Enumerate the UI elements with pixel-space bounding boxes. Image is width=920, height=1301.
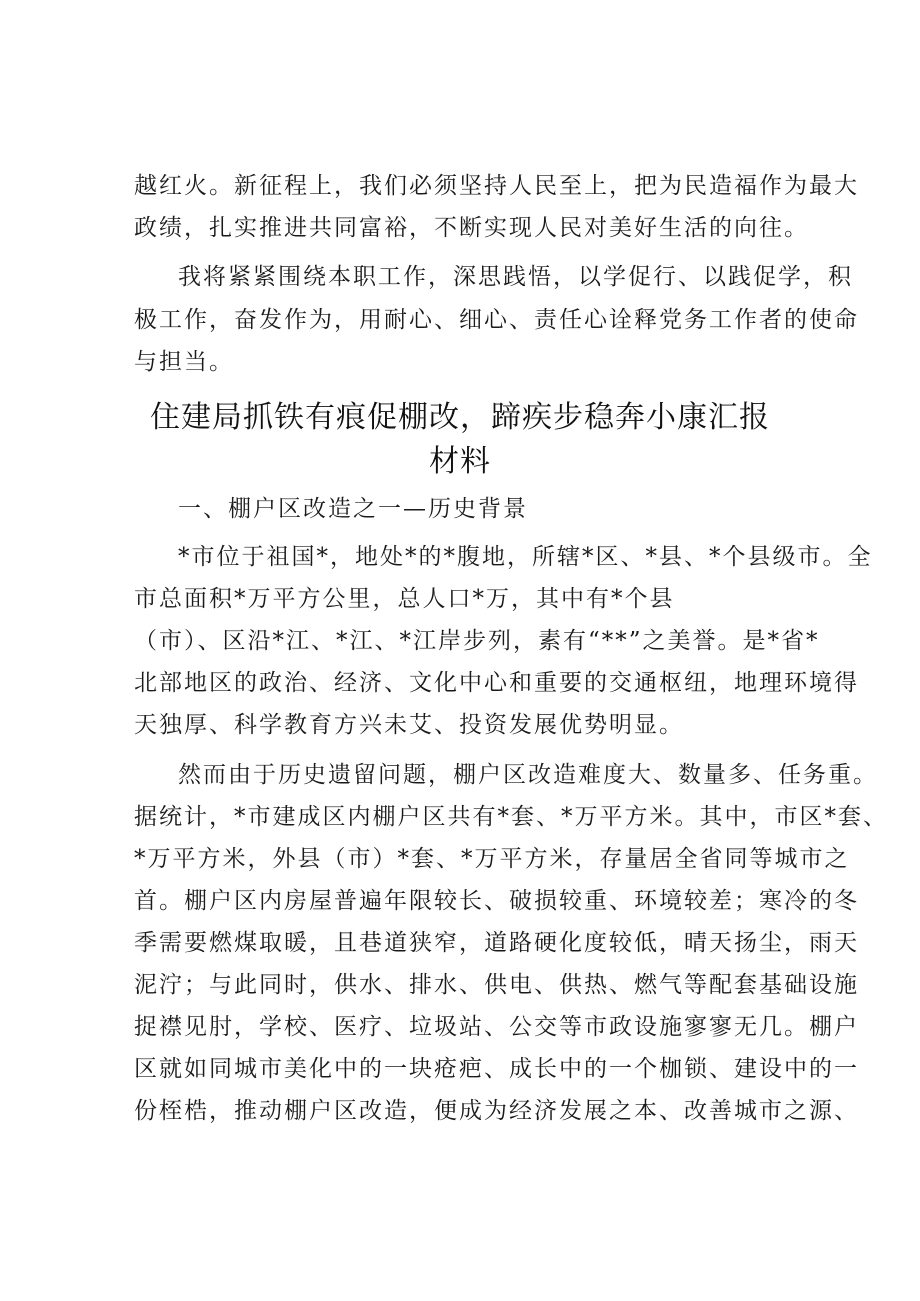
paragraph-line: 区就如同城市美化中的一块疮疤、成长中的一个枷锁、建设中的一: [134, 1056, 859, 1082]
paragraph-line: 天独厚、科学教育方兴未艾、投资发展优势明显。: [134, 712, 684, 738]
paragraph-line: 泥泞；与此同时，供水、排水、供电、供热、燃气等配套基础设施: [134, 972, 859, 998]
paragraph-line: 季需要燃煤取暖，且巷道狭窄，道路硬化度较低，晴天扬尘，雨天: [134, 930, 859, 956]
paragraph-line: 我将紧紧围绕本职工作，深思践悟，以学促行、以践促学，积: [178, 264, 853, 290]
paragraph-line: *万平方米，外县（市）*套、*万平方米，存量居全省同等城市之: [134, 846, 850, 872]
paragraph-line: 北部地区的政治、经济、文化中心和重要的交通枢纽，地理环境得: [134, 670, 859, 696]
paragraph-line: 份桎梏，推动棚户区改造，便成为经济发展之本、改善城市之源、: [134, 1098, 859, 1124]
paragraph-line: 极工作，奋发作为，用耐心、细心、责任心诠释党务工作者的使命: [134, 307, 859, 333]
document-title: 材料: [429, 444, 491, 479]
paragraph-line: 市总面积*万平方公里，总人口*万，其中有*个县: [134, 586, 675, 612]
paragraph-line: （市）、区沿*江、*江、*江岸步列，素有“**”之美誉。是*省*: [134, 628, 820, 654]
paragraph-line: *市位于祖国*，地处*的*腹地，所辖*区、*县、*个县级市。全: [178, 544, 873, 570]
paragraph-line: 据统计，*市建成区内棚户区共有*套、*万平方米。其中，市区*套、: [134, 804, 888, 830]
paragraph-line: 越红火。新征程上，我们必须坚持人民至上，把为民造福作为最大: [134, 173, 859, 199]
document-title: 住建局抓铁有痕促棚改，蹄疾步稳奔小康汇报: [150, 400, 770, 435]
paragraph-line: 然而由于历史遗留问题，棚户区改造难度大、数量多、任务重。: [178, 762, 878, 788]
section-heading: 一、棚户区改造之一—历史背景: [178, 496, 528, 522]
paragraph-line: 与担当。: [134, 349, 234, 375]
paragraph-line: 捉襟见肘，学校、医疗、垃圾站、公交等市政设施寥寥无几。棚户: [134, 1014, 859, 1040]
paragraph-line: 首。棚户区内房屋普遍年限较长、破损较重、环境较差；寒冷的冬: [134, 888, 859, 914]
paragraph-line: 政绩，扎实推进共同富裕，不断实现人民对美好生活的向往。: [134, 215, 809, 241]
